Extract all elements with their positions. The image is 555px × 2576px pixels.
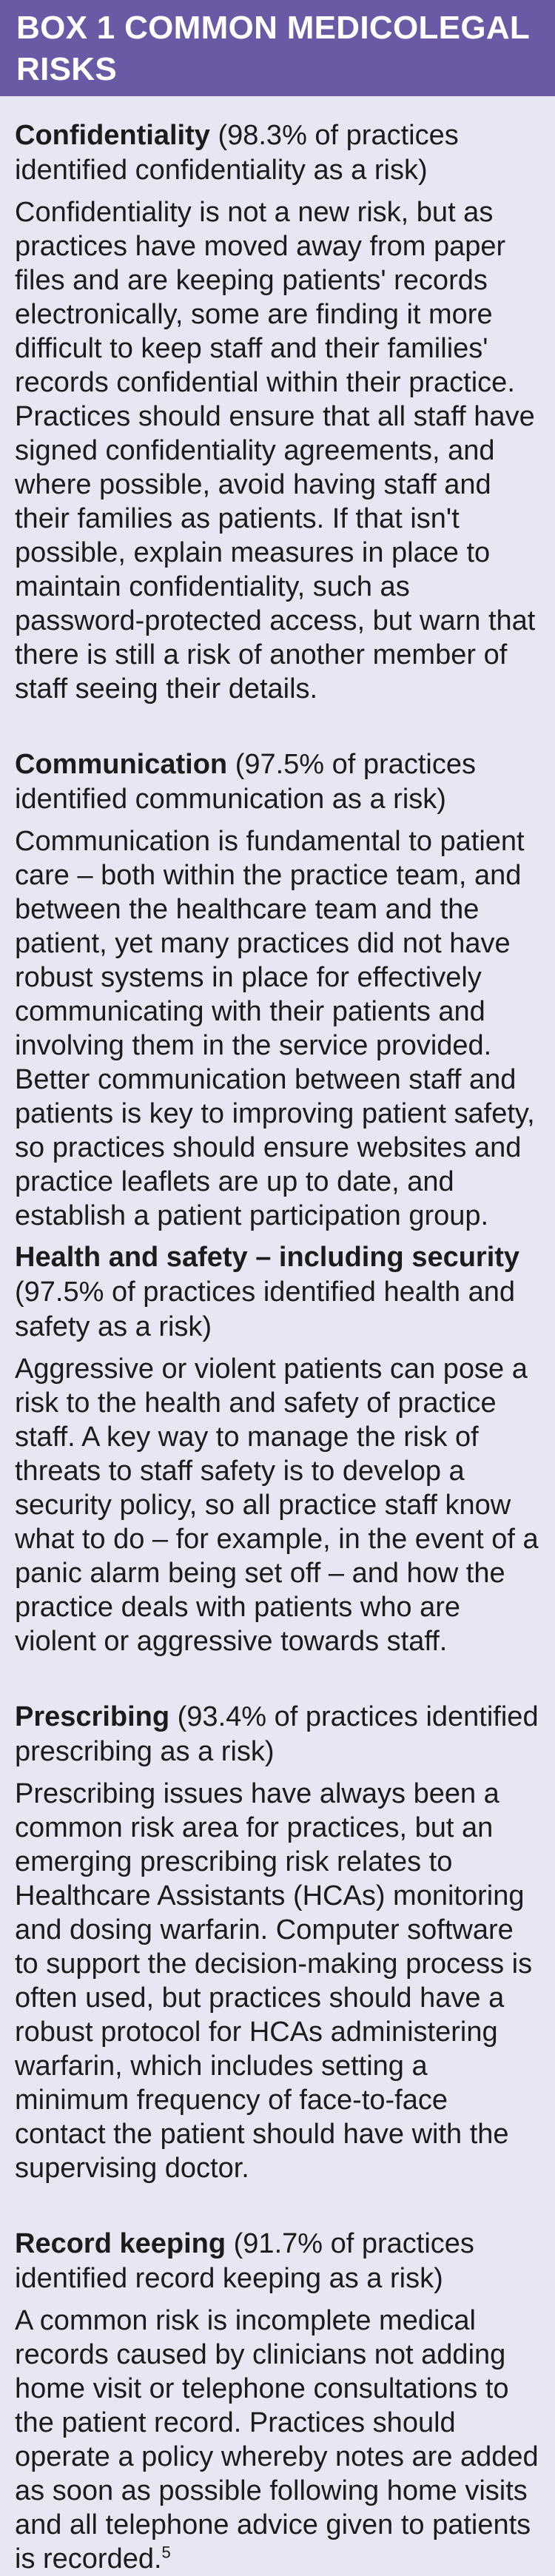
section-communication xyxy=(15,747,540,1233)
section-subtitle: (91.7% of practices identified record keeping as a risk) xyxy=(15,2228,474,2294)
section-title: Confidentiality xyxy=(15,120,210,151)
footnote-reference: 5 xyxy=(161,2543,171,2562)
section-heading xyxy=(15,747,540,817)
section-body: Prescribing issues have always been a common risk area for practices, but an emerging prescribing risk relates to Healthcare Assistants (HCAs) monitoring and dosing warfarin. Computer software to support the decision-making process is often used, but practices should have a robust protocol for HCAs administering warfarin, which includes setting a minimum frequency of face-to-face contact the patient should have with the supervising doctor. xyxy=(15,1778,533,2184)
section-heading xyxy=(15,118,540,188)
section-title: Health and safety – including security xyxy=(15,1242,520,1273)
box-content xyxy=(0,96,555,2576)
section-title: Prescribing xyxy=(15,1701,170,1732)
section-confidentiality xyxy=(15,118,540,706)
section-subtitle: (97.5% of practices identified health and safety as a risk) xyxy=(15,1277,515,1342)
section-heading xyxy=(15,1700,540,1769)
section-heading xyxy=(15,2227,540,2296)
section-subtitle: (97.5% of practices identified communication as a risk) xyxy=(15,749,476,815)
section-title: Record keeping xyxy=(15,2228,226,2259)
section-body xyxy=(15,2304,540,2576)
section-body-text: A common risk is incomplete medical records caused by clinicians not adding home visit or telephone consultations to the patient record. Practices should operate a policy whereby notes are added as soon as possible following home visits and all telephone advice given to patients is recorded. xyxy=(15,2305,539,2575)
section-body: Confidentiality is not a new risk, but as practices have moved away from paper files and are keeping patients' records electronically, some are finding it more difficult to keep staff and their families' records confidential within their practice. Practices should ensure that all staff have signed confidentiality agreements, and where possible, avoid having staff and their families as patients. If that isn't possible, explain measures in place to maintain confidentiality, such as password-protected access, but warn that there is still a risk of another member of staff seeing their details. xyxy=(15,197,536,704)
box-title-line-2: RISKS xyxy=(16,51,117,87)
section-body: Aggressive or violent patients can pose a risk to the health and safety of practice staff. A key way to manage the risk of threats to staff safety is to develop a security policy, so all practice staff know what to do – for example, in the event of a panic alarm being set off – and how the practice deals with patients who are violent or aggressive towards staff. xyxy=(15,1353,539,1657)
section-health-and-safety xyxy=(15,1240,540,1658)
section-record-keeping xyxy=(15,2227,540,2576)
box-header xyxy=(0,0,555,96)
section-subtitle: (93.4% of practices identified prescribing as a risk) xyxy=(15,1701,539,1767)
section-body: Communication is fundamental to patient care – both within the practice team, and between the healthcare team and the patient, yet many practices did not have robust systems in place for effectively communicating with their patients and involving them in the service provided. Better communication between staff and patients is key to improving patient safety, so practices should ensure websites and practice leaflets are up to date, and establish a patient participation group. xyxy=(15,826,535,1231)
section-prescribing xyxy=(15,1700,540,2185)
section-heading xyxy=(15,1240,540,1345)
section-subtitle: (98.3% of practices identified confidentiality as a risk) xyxy=(15,120,459,186)
section-title: Communication xyxy=(15,749,228,780)
box-title-line-1: BOX 1 COMMON MEDICOLEGAL xyxy=(16,10,531,46)
